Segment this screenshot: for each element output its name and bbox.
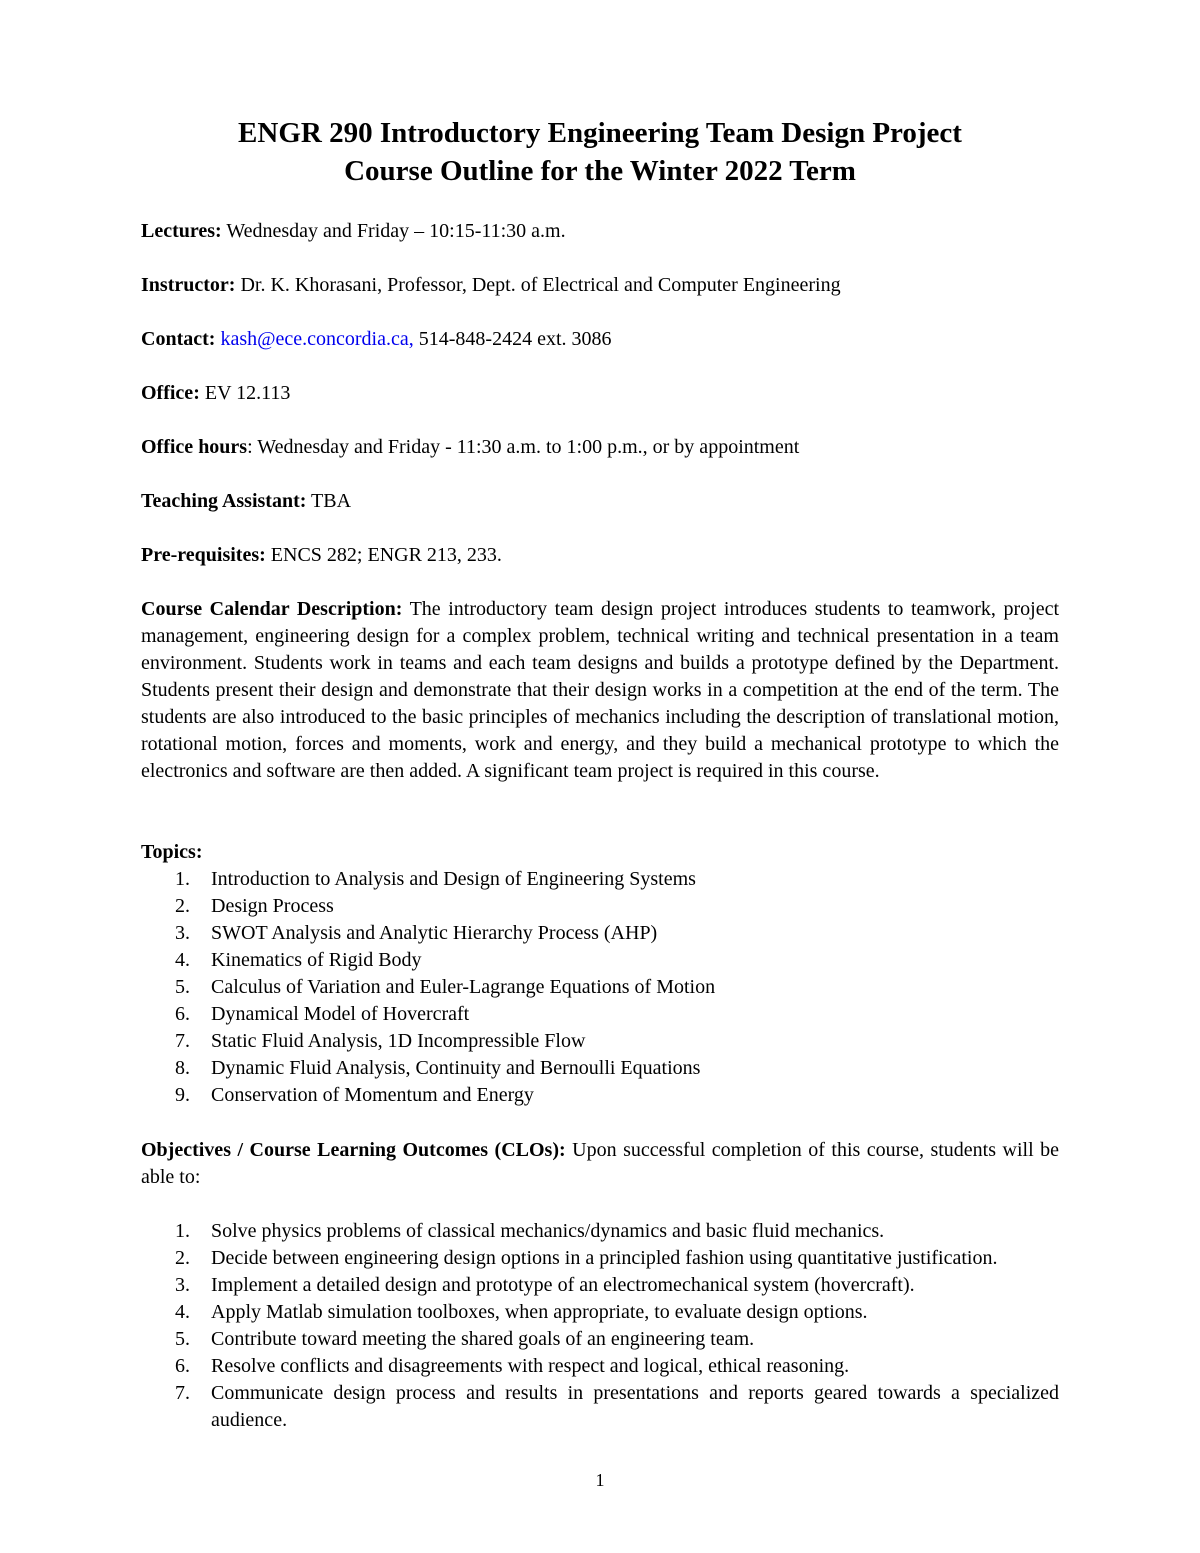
list-item [141, 1299, 1059, 1326]
item-text: Resolve conflicts and disagreements with respect and logical, ethical reasoning. [211, 1355, 850, 1377]
topics-list [141, 866, 1059, 1109]
office-label: Office: [141, 382, 200, 404]
prerequisites-field [141, 542, 502, 569]
teaching-assistant-field [141, 488, 351, 515]
page-title [141, 114, 1059, 190]
item-number: 5. [175, 976, 190, 998]
instructor-value: Dr. K. Khorasani, Professor, Dept. of Electrical and Computer Engineering [235, 274, 841, 296]
list-item [141, 1272, 1059, 1299]
item-number: 8. [175, 1057, 190, 1079]
page-number: 1 [595, 1470, 605, 1490]
prereq-label: Pre-requisites: [141, 544, 266, 566]
item-number: 4. [175, 949, 190, 971]
item-text: Calculus of Variation and Euler-Lagrange Equations of Motion [211, 976, 716, 998]
topics-label: Topics: [141, 841, 203, 863]
instructor-field [141, 272, 841, 299]
list-item [141, 1218, 1059, 1245]
contact-email-link[interactable]: kash@ece.concordia.ca, [220, 328, 414, 350]
item-number: 2. [175, 895, 190, 917]
item-number: 7. [175, 1382, 190, 1404]
item-text: Dynamical Model of Hovercraft [211, 1003, 470, 1025]
list-item [141, 866, 1059, 893]
item-number: 6. [175, 1003, 190, 1025]
instructor-label: Instructor: [141, 274, 236, 296]
list-item [141, 1245, 1059, 1272]
item-text: Implement a detailed design and prototype of an electromechanical system (hovercraft). [211, 1274, 915, 1296]
list-item [141, 1353, 1059, 1380]
item-number: 6. [175, 1355, 190, 1377]
item-number: 3. [175, 1274, 190, 1296]
item-text: Conservation of Momentum and Energy [211, 1084, 534, 1106]
item-text: Contribute toward meeting the shared goals of an engineering team. [211, 1328, 755, 1350]
list-item [141, 974, 1059, 1001]
list-item [141, 893, 1059, 920]
list-item [141, 947, 1059, 974]
objectives-list [141, 1218, 1059, 1434]
item-number: 1. [175, 868, 190, 890]
prereq-value: ENCS 282; ENGR 213, 233. [265, 544, 502, 566]
calendar-text: The introductory team design project introduces students to teamwork, project management, engineering design for a complex problem, technical writing and technical presentation in a team environment. Students work in teams and each team designs and builds a prototype defined by the Department. Students present their design and demonstrate that their design works in a competition at the end of the term. The students are also introduced to the basic principles of mechanics including the description of translational motion, rotational motion, forces and moments, work and energy, and they build a mechanical prototype to which the electronics and software are then added. A significant team project is required in this course. [141, 598, 1060, 782]
list-item [141, 1028, 1059, 1055]
item-number: 9. [175, 1084, 190, 1106]
course-calendar-description [141, 596, 1059, 785]
objectives-label: Objectives / Course Learning Outcomes (CLOs): [141, 1139, 566, 1161]
objectives-paragraph [141, 1137, 1059, 1191]
lectures-label: Lectures: [141, 220, 222, 242]
lectures-field [141, 218, 566, 245]
item-number: 7. [175, 1030, 190, 1052]
item-text: Apply Matlab simulation toolboxes, when appropriate, to evaluate design options. [211, 1301, 868, 1323]
office-value: EV 12.113 [199, 382, 291, 404]
item-text: Static Fluid Analysis, 1D Incompressible Flow [211, 1030, 586, 1052]
objectives-text: Upon successful completion of this course, students will be able to: [141, 1139, 1060, 1188]
list-item [141, 1001, 1059, 1028]
item-text: Design Process [211, 895, 334, 917]
item-number: 3. [175, 922, 190, 944]
office-hours-field [141, 434, 799, 461]
office-field [141, 380, 290, 407]
item-text: Kinematics of Rigid Body [211, 949, 422, 971]
calendar-label: Course Calendar Description: [141, 598, 403, 620]
contact-phone: 514-848-2424 ext. 3086 [413, 328, 612, 350]
title-line-1: ENGR 290 Introductory Engineering Team Design Project [238, 117, 962, 149]
list-item [141, 1055, 1059, 1082]
lectures-value: Wednesday and Friday – 10:15-11:30 a.m. [221, 220, 566, 242]
item-number: 2. [175, 1247, 190, 1269]
title-line-2: Course Outline for the Winter 2022 Term [344, 155, 856, 187]
item-text: Dynamic Fluid Analysis, Continuity and Bernoulli Equations [211, 1057, 701, 1079]
office-hours-value: : Wednesday and Friday - 11:30 a.m. to 1:00 p.m., or by appointment [247, 436, 800, 458]
contact-field [141, 326, 612, 353]
list-item [141, 1082, 1059, 1109]
office-hours-label: Office hours [141, 436, 248, 458]
list-item [141, 920, 1059, 947]
item-number: 4. [175, 1301, 190, 1323]
topics-heading [141, 839, 203, 866]
contact-label: Contact: [141, 328, 216, 350]
item-text: Communicate design process and results in presentations and reports geared towards a specialized audience. [211, 1382, 1059, 1431]
item-number: 5. [175, 1328, 190, 1350]
list-item [141, 1380, 1059, 1434]
item-text: Decide between engineering design options in a principled fashion using quantitative justification. [211, 1247, 998, 1269]
list-item [141, 1326, 1059, 1353]
item-text: Introduction to Analysis and Design of Engineering Systems [211, 868, 696, 890]
item-number: 1. [175, 1220, 190, 1242]
item-text: SWOT Analysis and Analytic Hierarchy Process (AHP) [211, 922, 658, 944]
ta-label: Teaching Assistant: [141, 490, 307, 512]
item-text: Solve physics problems of classical mechanics/dynamics and basic fluid mechanics. [211, 1220, 885, 1242]
ta-value: TBA [306, 490, 352, 512]
